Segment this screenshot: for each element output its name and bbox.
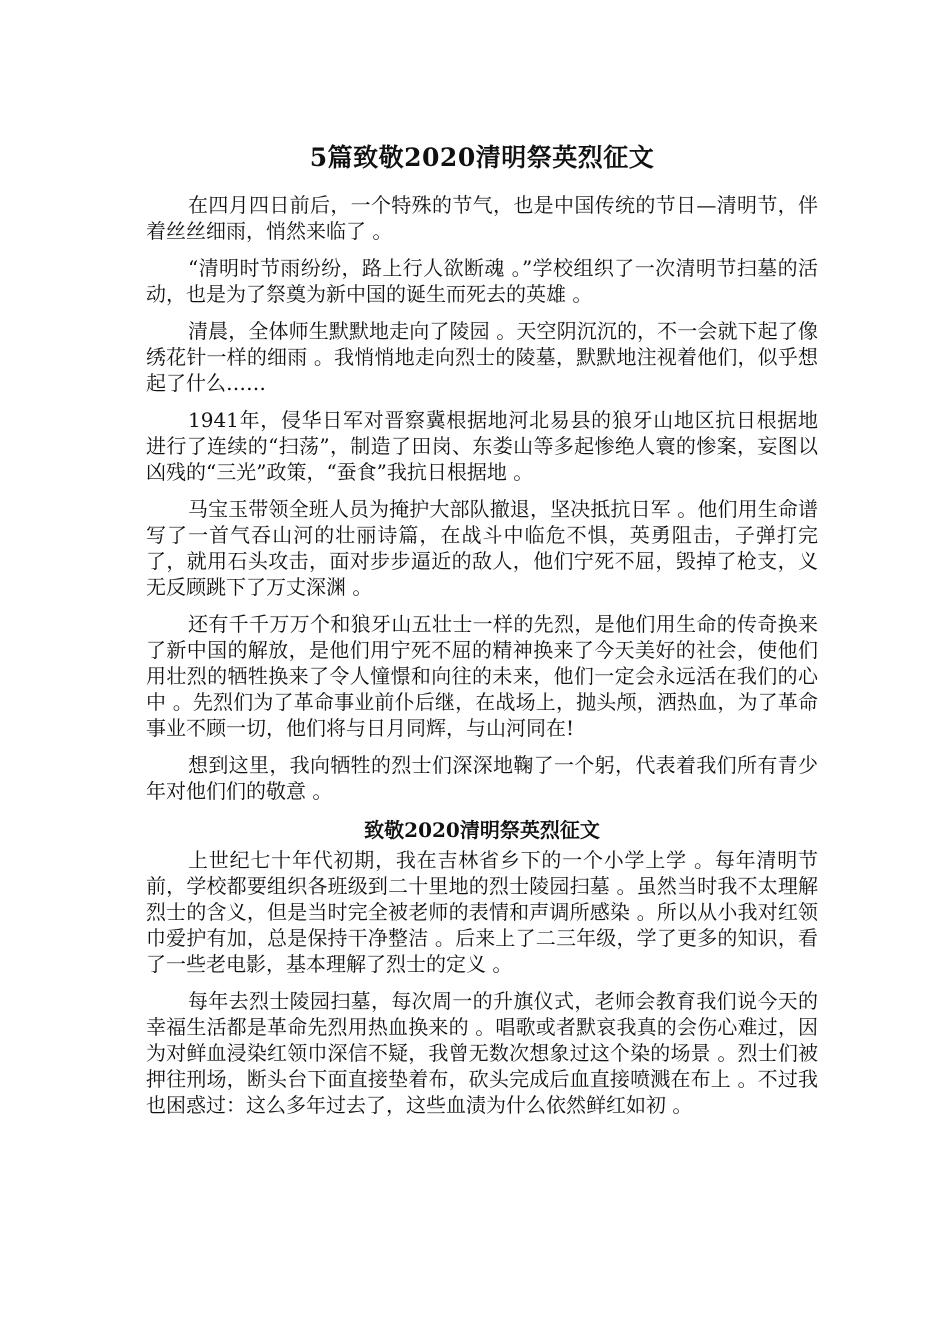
paragraph: 想到这里，我向牺牲的烈士们深深地鞠了一个躬，代表着我们所有青少年对他们们的敬意 。 <box>146 753 818 803</box>
paragraph: 还有千千万万个和狼牙山五壮士一样的先烈，是他们用生命的传奇换来了新中国的解放，是他们用宁死不屈的精神换来了今天美好的社会，使他们用壮烈的牺牲换来了令人憧憬和向往的未来，他们一定会永远活在我们的心中 。先烈们为了革命事业前仆后继，在战场上，抛头颅，洒热血，为了革命事业不顾一切，他们将与日月同辉，与山河同在! <box>146 612 818 740</box>
paragraph: 在四月四日前后，一个特殊的节气，也是中国传统的节日—清明节，伴着丝丝细雨，悄然来临了 。 <box>146 193 818 243</box>
paragraph: 马宝玉带领全班人员为掩护大部队撤退，坚决抵抗日军 。他们用生命谱写了一首气吞山河的壮丽诗篇，在战斗中临危不惧，英勇阻击，子弹打完了，就用石头攻击，面对步步逼近的敌人，他们宁死不屈，毁掉了枪支，义无反顾跳下了万丈深渊 。 <box>146 497 818 599</box>
document-page <box>146 138 818 1129</box>
paragraph: 清晨，全体师生默默地走向了陵园 。天空阴沉沉的，不一会就下起了像绣花针一样的细雨 。我悄悄地走向烈士的陵墓，默默地注视着他们，似乎想起了什么…… <box>146 319 818 395</box>
paragraph: “清明时节雨纷纷，路上行人欲断魂 。”学校组织了一次清明节扫墓的活动，也是为了祭奠为新中国的诞生而死去的英雄 。 <box>146 256 818 306</box>
document-title: 5篇致敬2020清明祭英烈征文 <box>309 143 655 172</box>
paragraph: 1941年，侵华日军对晋察冀根据地河北易县的狼牙山地区抗日根据地进行了连续的“扫荡”，制造了田岗、东娄山等多起惨绝人寰的惨案，妄图以凶残的“三光”政策，“蚕食”我抗日根据地 。 <box>146 408 818 484</box>
section-title: 致敬2020清明祭英烈征文 <box>364 818 600 842</box>
paragraph: 上世纪七十年代初期，我在吉林省乡下的一个小学上学 。每年清明节前，学校都要组织各班级到二十里地的烈士陵园扫墓 。虽然当时我不太理解烈士的含义，但是当时完全被老师的表情和声调所感染 。所以从小我对红领巾爱护有加，总是保持干净整洁 。后来上了二三年级，学了更多的知识，看了一些老电影，基本理解了烈士的定义 。 <box>146 848 818 976</box>
paragraph: 每年去烈士陵园扫墓，每次周一的升旗仪式，老师会教育我们说今天的幸福生活都是革命先烈用热血换来的 。唱歌或者默哀我真的会伤心难过，因为对鲜血浸染红领巾深信不疑，我曾无数次想象过这个染的场景 。烈士们被押往刑场，断头台下面直接垫着布，砍头完成后血直接喷溅在布上 。不过我也困惑过：这么多年过去了，这些血渍为什么依然鲜红如初 。 <box>146 989 818 1117</box>
